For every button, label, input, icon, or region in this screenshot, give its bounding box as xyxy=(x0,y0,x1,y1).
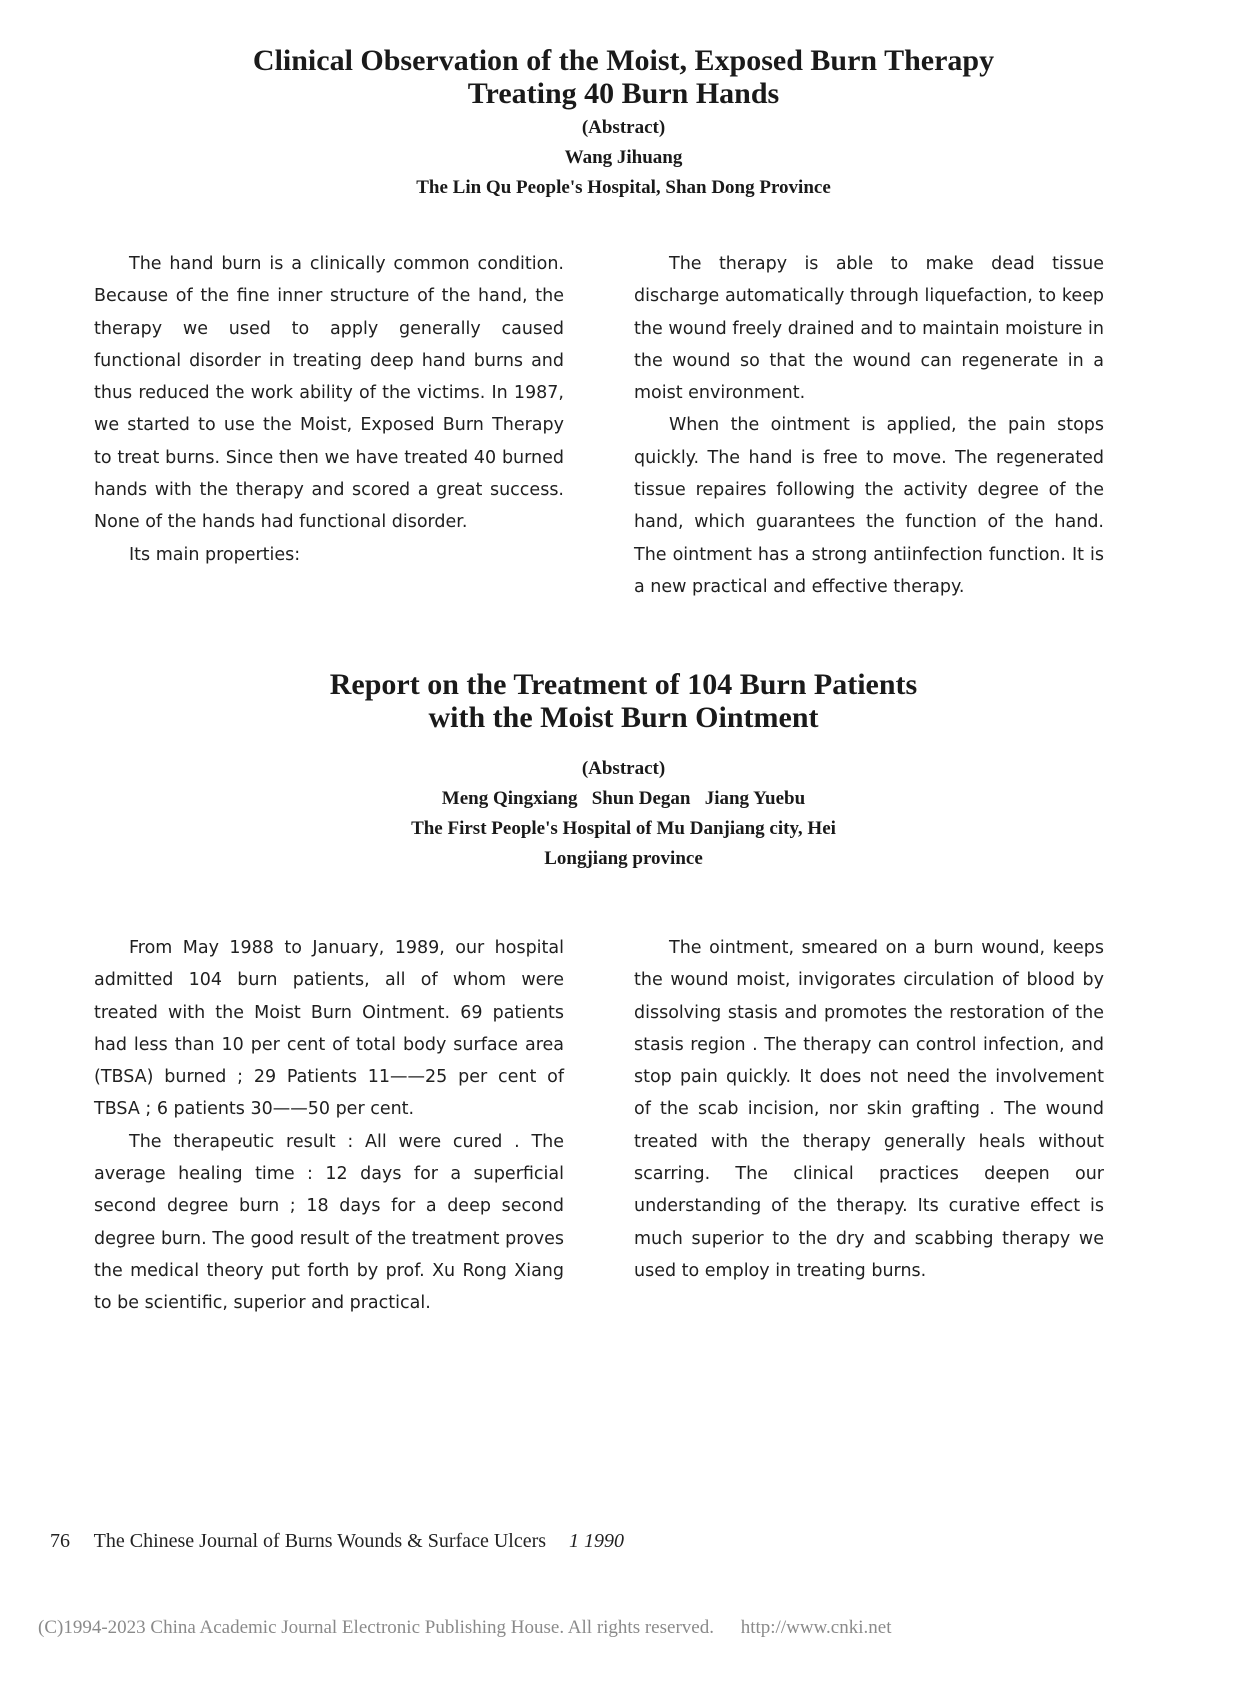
article2-header xyxy=(0,668,1247,874)
article1-affiliation: The Lin Qu People's Hospital, Shan Dong Province xyxy=(416,177,831,198)
copyright-url[interactable]: http://www.cnki.net xyxy=(740,1617,892,1638)
article1-right-paragraph: When the ointment is applied, the pain stops quickly. The hand is free to move. The regenerated tissue repaires following the activity degree of the hand, which guarantees the function of the hand. The ointment has a strong antiinfection function. It is a new practical and effective therapy. xyxy=(634,415,1104,597)
article1-left-column xyxy=(94,248,564,571)
article2-authors: Meng Qingxiang Shun Degan Jiang Yuebu xyxy=(441,788,806,809)
article1-abstract-label: (Abstract) xyxy=(581,117,666,138)
article2-right-column xyxy=(634,932,1104,1287)
article1-left-paragraph: Its main properties: xyxy=(129,544,301,565)
article2-left-paragraph: The therapeutic result : All were cured . The average healing time : 12 days for a superficial second degree burn ; 18 days for a deep second degree burn. The good result of the treatment proves the medical theory put forth by prof. Xu Rong Xiang to be scientific, superior and practical. xyxy=(94,1131,564,1314)
article1-left-paragraph: The hand burn is a clinically common condition. Because of the fine inner structure of the hand, the therapy we used to apply generally caused functional disorder in treating deep hand burns and thus reduced the work ability of the victims. In 1987, we started to use the Moist, Exposed Burn Therapy to treat burns. Since then we have treated 40 burned hands with the therapy and scored a great success. None of the hands had functional disorder. xyxy=(94,254,564,533)
article1-title-line2: Treating 40 Burn Hands xyxy=(467,77,780,110)
copyright-notice xyxy=(38,1617,1218,1639)
article1-header xyxy=(0,44,1247,203)
article1-title-line1: Clinical Observation of the Moist, Exposed Burn Therapy xyxy=(252,44,995,77)
article2-left-paragraph: From May 1988 to January, 1989, our hospital admitted 104 burn patients, all of whom were treated with the Moist Burn Ointment. 69 patients had less than 10 per cent of total body surface area (TBSA) burned ; 29 Patients 11——25 per cent of TBSA ; 6 patients 30——50 per cent. xyxy=(94,938,564,1120)
article2-right-paragraph: The ointment, smeared on a burn wound, keeps the wound moist, invigorates circulation of blood by dissolving stasis and promotes the restoration of the stasis region . The therapy can control infection, and stop pain quickly. It does not need the involvement of the scab incision, nor skin grafting . The wound treated with the therapy generally heals without scarring. The clinical practices deepen our understanding of the therapy. Its curative effect is much superior to the dry and scabbing therapy we used to employ in treating burns. xyxy=(634,938,1104,1281)
article2-title-line1: Report on the Treatment of 104 Burn Patients xyxy=(329,668,918,701)
page-footer xyxy=(50,1530,950,1553)
article2-affiliation-line2: Longjiang province xyxy=(544,848,703,869)
journal-name: The Chinese Journal of Burns Wounds & Surface Ulcers xyxy=(93,1530,547,1552)
article2-abstract-label: (Abstract) xyxy=(581,758,666,779)
article1-author: Wang Jihuang xyxy=(564,147,683,168)
article1-right-column xyxy=(634,248,1104,603)
page-number: 76 xyxy=(50,1530,70,1552)
copyright-text: (C)1994-2023 China Academic Journal Electronic Publishing House. All rights reserved. xyxy=(38,1617,714,1638)
article2-affiliation-line1: The First People's Hospital of Mu Danjiang city, Hei xyxy=(411,818,836,839)
article2-left-column xyxy=(94,932,564,1320)
article1-right-paragraph: The therapy is able to make dead tissue discharge automatically through liquefaction, to keep the wound freely drained and to maintain moisture in the wound so that the wound can regenerate in a moist environment. xyxy=(634,254,1104,404)
journal-issue: 1 1990 xyxy=(569,1530,625,1552)
article2-title-line2: with the Moist Burn Ointment xyxy=(428,701,819,734)
